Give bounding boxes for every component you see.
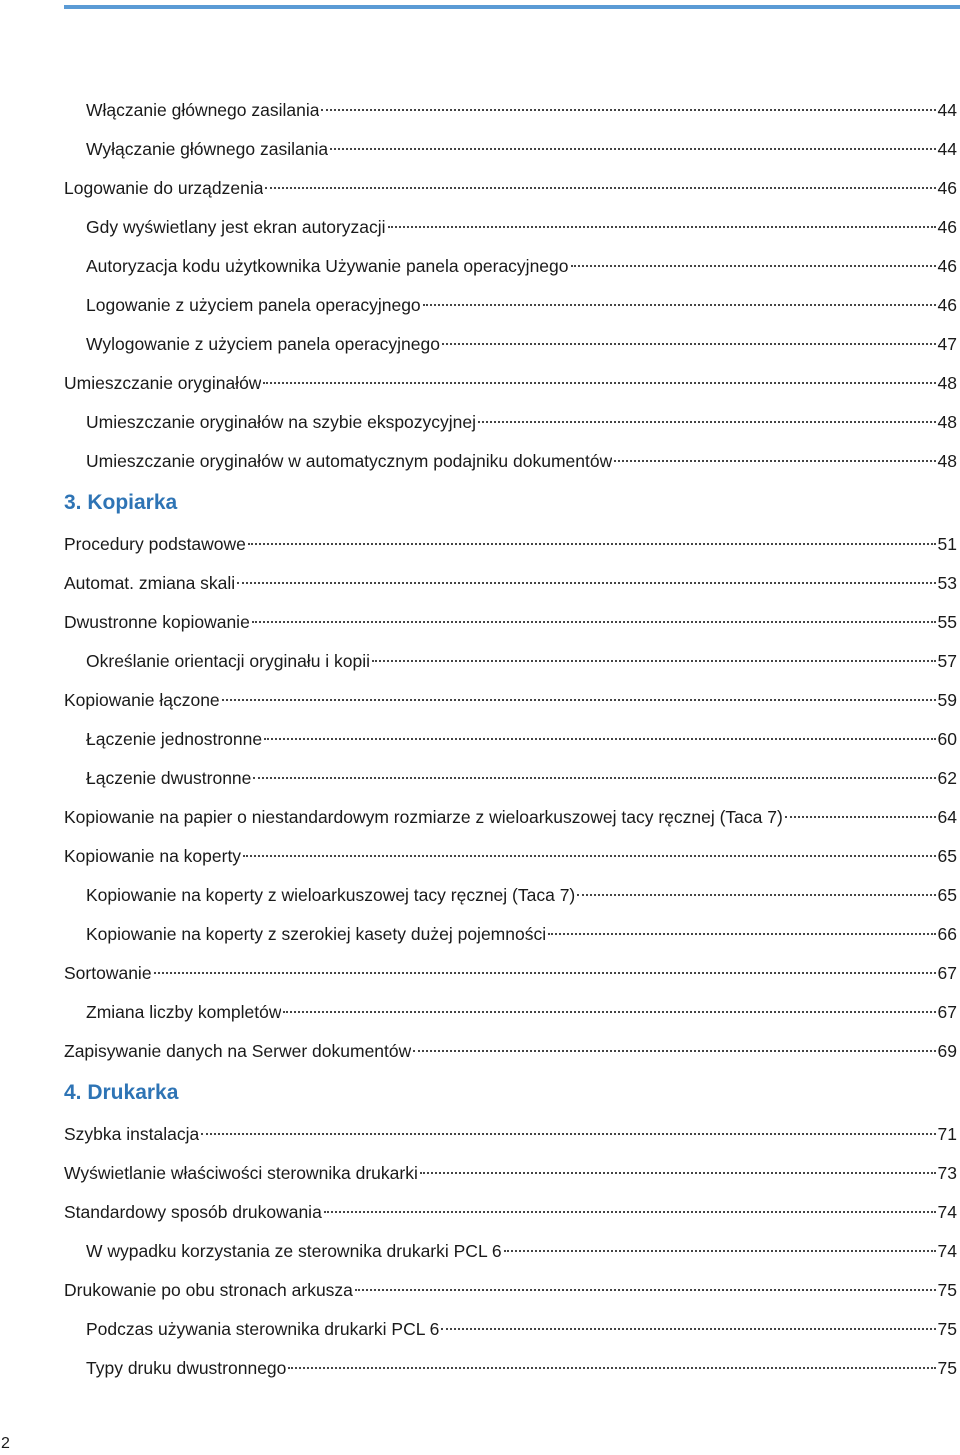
toc-entry-page: 64	[937, 807, 957, 827]
dot-leader	[222, 699, 936, 701]
dot-leader	[283, 1011, 935, 1013]
toc-entry[interactable]	[64, 1154, 957, 1193]
toc-entry-title: Łączenie dwustronne	[86, 768, 252, 788]
toc-entry-page: 48	[937, 412, 957, 432]
toc-entry[interactable]	[64, 364, 957, 403]
toc-entry[interactable]	[64, 442, 957, 481]
toc-entry-title: Wyświetlanie właściwości sterownika drukarki	[64, 1163, 418, 1183]
dot-leader	[355, 1289, 936, 1291]
toc-entry[interactable]	[64, 525, 957, 564]
toc-entry-page: 75	[937, 1358, 957, 1378]
toc-entry-title: Logowanie do urządzenia	[64, 178, 264, 198]
toc-entry-title: Dwustronne kopiowanie	[64, 612, 250, 632]
toc-entry-page: 46	[937, 178, 957, 198]
toc-entry[interactable]	[64, 1032, 957, 1071]
toc-entry-page: 59	[937, 690, 957, 710]
dot-leader	[264, 738, 935, 740]
toc-entry[interactable]	[64, 954, 957, 993]
toc-entry-page: 46	[937, 295, 957, 315]
toc-entry[interactable]	[64, 993, 957, 1032]
toc-entry-page: 46	[937, 217, 957, 237]
dot-leader	[324, 1211, 936, 1213]
toc-entry-title: Włączanie głównego zasilania	[86, 100, 320, 120]
dot-leader	[478, 421, 935, 423]
toc-entry[interactable]	[64, 247, 957, 286]
toc-entry[interactable]	[64, 1310, 957, 1349]
toc-entry[interactable]	[64, 1115, 957, 1154]
dot-leader	[571, 265, 936, 267]
toc-entry-title: Kopiowanie na koperty	[64, 846, 242, 866]
toc-entry-page: 66	[937, 924, 957, 944]
toc-entry-title: W wypadku korzystania ze sterownika drukarki PCL 6	[86, 1241, 502, 1261]
toc-entry-page: 69	[937, 1041, 957, 1061]
dot-leader	[441, 1328, 935, 1330]
toc-entry-title: Gdy wyświetlany jest ekran autoryzacji	[86, 217, 386, 237]
table-of-contents	[64, 91, 957, 1388]
dot-leader	[577, 894, 935, 896]
toc-entry[interactable]	[64, 325, 957, 364]
dot-leader	[504, 1250, 936, 1252]
toc-entry-title: Wyłączanie głównego zasilania	[86, 139, 329, 159]
toc-entry-title: Kopiowanie na koperty z szerokiej kasety dużej pojemności	[86, 924, 547, 944]
toc-entry[interactable]	[64, 564, 957, 603]
toc-entry-page: 53	[937, 573, 957, 593]
toc-entry-page: 74	[937, 1202, 957, 1222]
dot-leader	[413, 1050, 935, 1052]
toc-entry-page: 60	[937, 729, 957, 749]
toc-entry[interactable]	[64, 1193, 957, 1232]
toc-entry-page: 67	[937, 1002, 957, 1022]
toc-entry[interactable]	[64, 681, 957, 720]
toc-entry-title: Kopiowanie na koperty z wieloarkuszowej tacy ręcznej (Taca 7)	[86, 885, 576, 905]
dot-leader	[423, 304, 936, 306]
toc-entry[interactable]	[64, 403, 957, 442]
toc-entry-title: Logowanie z użyciem panela operacyjnego	[86, 295, 421, 315]
toc-entry-page: 48	[937, 373, 957, 393]
toc-entry-title: Szybka instalacja	[64, 1124, 200, 1144]
toc-entry[interactable]	[64, 1232, 957, 1271]
toc-entry[interactable]	[64, 1271, 957, 1310]
toc-entry-title: Kopiowanie na papier o niestandardowym rozmiarze z wieloarkuszowej tacy ręcznej (Taca 7)	[64, 807, 783, 827]
page-number: 2	[1, 1435, 10, 1452]
dot-leader	[154, 972, 936, 974]
toc-entry[interactable]	[64, 169, 957, 208]
toc-entry-page: 75	[937, 1280, 957, 1300]
dot-leader	[265, 187, 935, 189]
toc-entry[interactable]	[64, 915, 957, 954]
chapter-heading[interactable]: 3. Kopiarka	[64, 491, 178, 514]
toc-entry[interactable]	[64, 286, 957, 325]
toc-entry-title: Podczas używania sterownika drukarki PCL 6	[86, 1319, 440, 1339]
toc-entry-page: 44	[937, 139, 957, 159]
toc-entry-page: 67	[937, 963, 957, 983]
toc-entry-page: 46	[937, 256, 957, 276]
dot-leader	[785, 816, 936, 818]
toc-entry[interactable]	[64, 1349, 957, 1388]
dot-leader	[201, 1133, 935, 1135]
dot-leader	[252, 621, 936, 623]
toc-entry-title: Automat. zmiana skali	[64, 573, 236, 593]
dot-leader	[253, 777, 935, 779]
toc-entry-page: 55	[937, 612, 957, 632]
dot-leader	[614, 460, 935, 462]
toc-entry-page: 62	[937, 768, 957, 788]
toc-entry[interactable]	[64, 130, 957, 169]
toc-entry-title: Zmiana liczby kompletów	[86, 1002, 282, 1022]
toc-entry[interactable]	[64, 798, 957, 837]
toc-entry-page: 51	[937, 534, 957, 554]
dot-leader	[321, 109, 935, 111]
dot-leader	[288, 1367, 935, 1369]
toc-entry-title: Zapisywanie danych na Serwer dokumentów	[64, 1041, 412, 1061]
toc-entry-title: Sortowanie	[64, 963, 152, 983]
toc-entry-page: 73	[937, 1163, 957, 1183]
dot-leader	[248, 543, 936, 545]
toc-entry[interactable]	[64, 91, 957, 130]
header-rule	[64, 5, 960, 9]
toc-entry[interactable]	[64, 876, 957, 915]
dot-leader	[548, 933, 935, 935]
toc-entry-title: Autoryzacja kodu użytkownika Używanie panela operacyjnego	[86, 256, 569, 276]
dot-leader	[388, 226, 936, 228]
toc-entry-page: 74	[937, 1241, 957, 1261]
toc-entry-page: 57	[937, 651, 957, 671]
dot-leader	[372, 660, 936, 662]
toc-entry[interactable]	[64, 720, 957, 759]
toc-entry[interactable]	[64, 642, 957, 681]
toc-entry-page: 65	[937, 846, 957, 866]
toc-entry-title: Umieszczanie oryginałów w automatycznym podajniku dokumentów	[86, 451, 613, 471]
toc-entry-page: 75	[937, 1319, 957, 1339]
toc-entry[interactable]	[64, 759, 957, 798]
toc-entry-title: Umieszczanie oryginałów	[64, 373, 262, 393]
toc-entry-page: 47	[937, 334, 957, 354]
toc-entry-page: 65	[937, 885, 957, 905]
toc-entry-title: Standardowy sposób drukowania	[64, 1202, 322, 1222]
toc-entry-title: Określanie orientacji oryginału i kopii	[86, 651, 371, 671]
toc-entry-page: 71	[937, 1124, 957, 1144]
toc-entry[interactable]	[64, 208, 957, 247]
toc-entry[interactable]	[64, 603, 957, 642]
toc-entry-title: Typy druku dwustronnego	[86, 1358, 287, 1378]
dot-leader	[420, 1172, 936, 1174]
dot-leader	[442, 343, 936, 345]
dot-leader	[243, 855, 935, 857]
toc-entry-title: Łączenie jednostronne	[86, 729, 263, 749]
chapter-heading[interactable]: 4. Drukarka	[64, 1081, 179, 1104]
toc-entry-title: Kopiowanie łączone	[64, 690, 220, 710]
toc-entry-page: 44	[937, 100, 957, 120]
dot-leader	[237, 582, 935, 584]
toc-entry-page: 48	[937, 451, 957, 471]
toc-entry-title: Umieszczanie oryginałów na szybie ekspozycyjnej	[86, 412, 477, 432]
toc-entry[interactable]	[64, 837, 957, 876]
dot-leader	[263, 382, 935, 384]
toc-entry-title: Wylogowanie z użyciem panela operacyjnego	[86, 334, 440, 354]
toc-entry-title: Procedury podstawowe	[64, 534, 246, 554]
toc-entry-title: Drukowanie po obu stronach arkusza	[64, 1280, 353, 1300]
dot-leader	[330, 148, 935, 150]
